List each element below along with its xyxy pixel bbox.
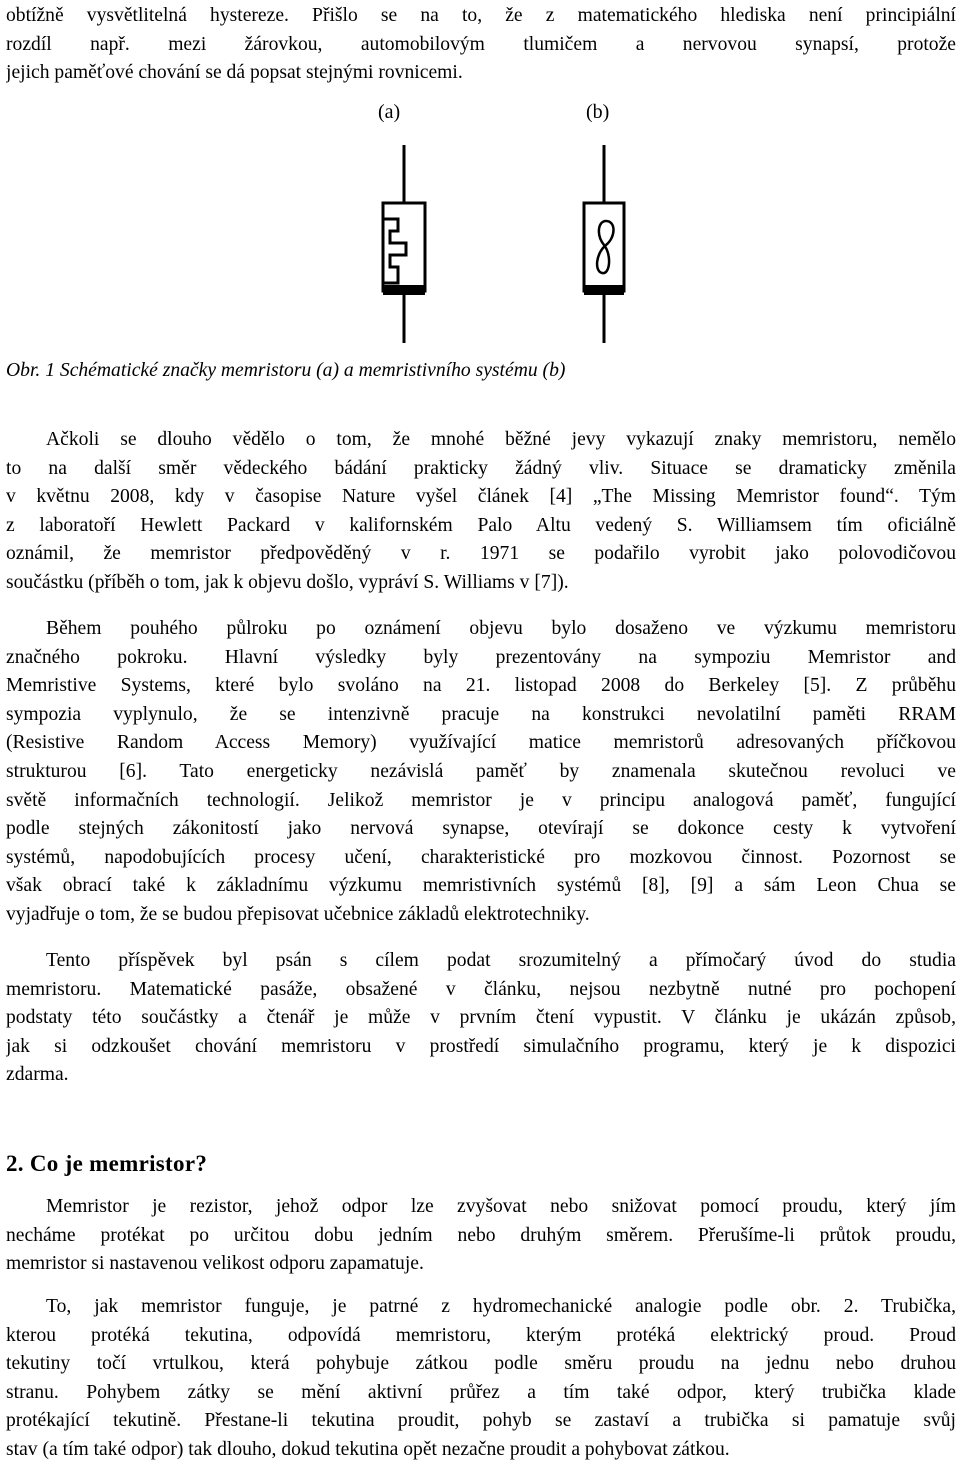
paragraph-2 [6,615,956,930]
text-line: podle stejných zákonitostí jako nervová synapse, otevírají se dokonce cesty k vytvoření [6,818,956,840]
text-line: To, jak memristor funguje, je patrné z hydromechanické analogie podle obr. 2. Trubička, [46,1296,956,1317]
text-line: světě informačních technologií. Jelikož memristor je v principu analogová paměť, fungující [6,789,956,811]
text-line: v květnu 2008, kdy v časopise Nature vyšel článek [4] „The Missing Memristor found“. Tým [6,486,956,508]
text-line: rozdíl např. mezi žárovkou, automobilovým tlumičem a nervovou synapsí, protože [6,33,956,55]
text-line: Memristor je rezistor, jehož odpor lze zvyšovat nebo snižovat pomocí proudu, který jím [46,1196,956,1217]
text-line: zdarma. [6,1064,69,1086]
text-line: sympozia vyplynulo, že se intenzivně pracuje na konstrukci nevolatilní paměti RRAM [6,703,956,725]
text-line: systémů, napodobujících procesy učení, charakteristické pro mozkovou činnost. Pozornost se [6,846,956,868]
text-line: Během pouhého půlroku po oznámení objevu bylo dosaženo ve výzkumu memristoru [46,618,956,639]
text-line: Memristive Systems, které bylo svoláno na 21. listopad 2008 do Berkeley [5]. Z průběhu [6,675,956,697]
text-line: stranu. Pohybem zátky se mění aktivní průřez a tím také odpor, který trubička klade [6,1381,956,1403]
figure-label-a: (a) [378,101,401,123]
text-line: součástku (příběh o tom, jak k objevu došlo, vypráví S. Williams v [7]). [6,571,569,593]
figure-labels [378,98,638,128]
text-line: tekutiny točí vrtulkou, která pohybuje zátkou podle směru proudu na jednu nebo druhou [6,1353,956,1375]
figure-caption: Obr. 1 Schématické značky memristoru (a) a memristivního systému (b) [6,360,566,381]
text-line: to na další směr vědeckého bádání prakticky žádný vliv. Situace se dramaticky změnila [6,457,956,479]
memristive-system-symbol-icon [572,145,642,345]
text-line: Tento příspěvek byl psán s cílem podat srozumitelný a přímočarý úvod do studia [46,950,956,971]
text-line: z laboratoří Hewlett Packard v kalifornském Palo Altu vedený S. Williamsem tím oficiálně [6,514,956,536]
section-heading: 2. Co je memristor? [6,1151,208,1176]
text-line: memristor si nastavenou velikost odporu zapamatuje. [6,1253,424,1275]
text-line: oznámil, že memristor předpověděný v r. 1971 se podařilo vyrobit jako polovodičovou [6,543,956,565]
paragraph-1 [6,426,956,598]
text-line: strukturou [6]. Tato energeticky nezávislá paměť by znamenala skutečnou revoluci ve [6,760,956,782]
intro-paragraph [6,2,956,88]
paragraph-3 [6,947,956,1090]
text-line: protékající tekutině. Přestane-li tekutina proudit, pohyb se zastaví a trubička si pamatuje svůj [6,1410,956,1432]
text-line: však obrací také k základnímu výzkumu memristivních systémů [8], [9] a sám Leon Chua se [6,875,956,897]
text-line: jak si odzkoušet chování memristoru v prostředí simulačního programu, který je k dispozici [6,1035,956,1057]
paragraph-5 [6,1293,956,1465]
text-line: jejich paměťové chování se dá popsat stejnými rovnicemi. [6,62,463,84]
text-line: stav (a tím také odpor) tak dlouho, dokud tekutina opět nezačne proudit a pohybovat zátkou. [6,1438,730,1460]
figure-label-b: (b) [586,101,610,123]
text-line: Ačkoli se dlouho vědělo o tom, že mnohé běžné jevy vykazují znaky memristoru, nemělo [46,429,956,450]
text-line: (Resistive Random Access Memory) využívající matice memristorů adresovaných příčkovou [6,732,956,754]
text-line: podstaty této součástky a čtenář je může v prvním čtení vypustit. V článku je ukázán způsob, [6,1007,956,1029]
text-line: značného pokroku. Hlavní výsledky byly prezentovány na sympoziu Memristor and [6,646,956,668]
text-line: memristoru. Matematické pasáže, obsažené v článku, nejsou nezbytně nutné pro pochopení [6,978,956,1000]
paragraph-4 [6,1193,956,1279]
text-line: obtížně vysvětlitelná hystereze. Přišlo se na to, že z matematického hlediska není principiální [6,5,956,26]
text-line: vyjadřuje o tom, že se budou přepisovat učebnice základů elektrotechniky. [6,903,590,925]
memristor-symbol-icon [370,145,440,345]
text-line: kterou protéká tekutina, odpovídá memristoru, kterým protéká elektrický proud. Proud [6,1324,956,1346]
text-line: necháme protékat po určitou dobu jedním nebo druhým směrem. Přerušíme-li průtok proudu, [6,1224,956,1246]
